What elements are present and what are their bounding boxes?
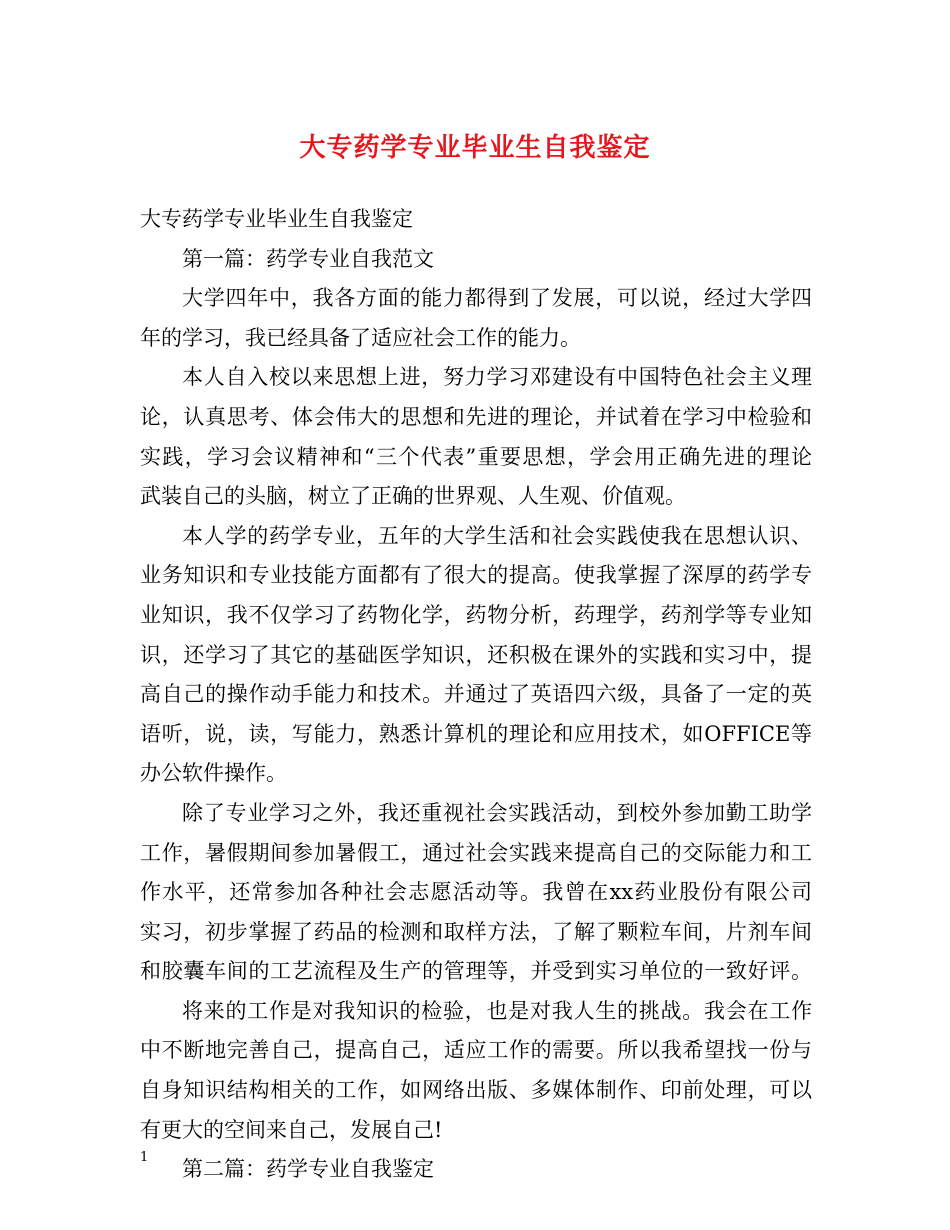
text-line: 实习，初步掌握了药品的检测和取样方法，了解了颗粒车间，片剂车间	[140, 919, 812, 944]
text-line: 高自己的操作动手能力和技术。并通过了英语四六级，具备了一定的英	[140, 682, 812, 707]
text-line: 业知识，我不仅学习了药物化学，药物分析，药理学，药剂学等专业知	[140, 602, 812, 627]
text-line: 年的学习，我已经具备了适应社会工作的能力。	[140, 325, 581, 350]
text-line: 第一篇：药学专业自我范文	[182, 246, 434, 271]
text-line: 将来的工作是对我知识的检验，也是对我人生的挑战。我会在工作	[182, 998, 812, 1023]
text-line: 和胶囊车间的工艺流程及生产的管理等，并受到实习单位的一致好评。	[140, 959, 812, 984]
page-number: 1	[140, 1150, 149, 1165]
text-line: 实践，学习会议精神和“三个代表”重要思想，学会用正确先进的理论	[140, 444, 812, 469]
text-line: 本人自入校以来思想上进，努力学习邓建设有中国特色社会主义理	[182, 365, 812, 390]
text-line: 语听，说，读，写能力，熟悉计算机的理论和应用技术，如OFFICE等	[140, 721, 812, 746]
text-line: 工作，暑假期间参加暑假工，通过社会实践来提高自己的交际能力和工	[140, 840, 812, 865]
text-line: 本人学的药学专业，五年的大学生活和社会实践使我在思想认识、	[182, 523, 812, 548]
document-title: 大专药学专业毕业生自我鉴定	[299, 133, 651, 163]
text-line: 大专药学专业毕业生自我鉴定	[140, 207, 413, 231]
text-line: 作水平，还常参加各种社会志愿活动等。我曾在xx药业股份有限公司	[140, 880, 812, 905]
text-line: 自身知识结构相关的工作，如网络出版、多媒体制作、印前处理，可以	[140, 1078, 812, 1103]
text-line: 有更大的空间来自己，发展自己!	[140, 1117, 443, 1142]
text-line: 业务知识和专业技能方面都有了很大的提高。使我掌握了深厚的药学专	[140, 563, 812, 588]
document-body	[140, 200, 812, 1190]
text-line: 除了专业学习之外，我还重视社会实践活动，到校外参加勤工助学	[182, 800, 812, 825]
text-line: 论，认真思考、体会伟大的思想和先进的理论，并试着在学习中检验和	[140, 404, 812, 429]
text-line: 识，还学习了其它的基础医学知识，还积极在课外的实践和实习中，提	[140, 642, 812, 667]
text-line: 武装自己的头脑，树立了正确的世界观、人生观、价值观。	[140, 484, 686, 509]
text-line: 办公软件操作。	[140, 761, 287, 786]
text-line: 大学四年中，我各方面的能力都得到了发展，可以说，经过大学四	[182, 286, 812, 311]
text-line: 中不断地完善自己，提高自己，适应工作的需要。所以我希望找一份与	[140, 1038, 812, 1063]
text-line: 第二篇：药学专业自我鉴定	[182, 1157, 434, 1182]
